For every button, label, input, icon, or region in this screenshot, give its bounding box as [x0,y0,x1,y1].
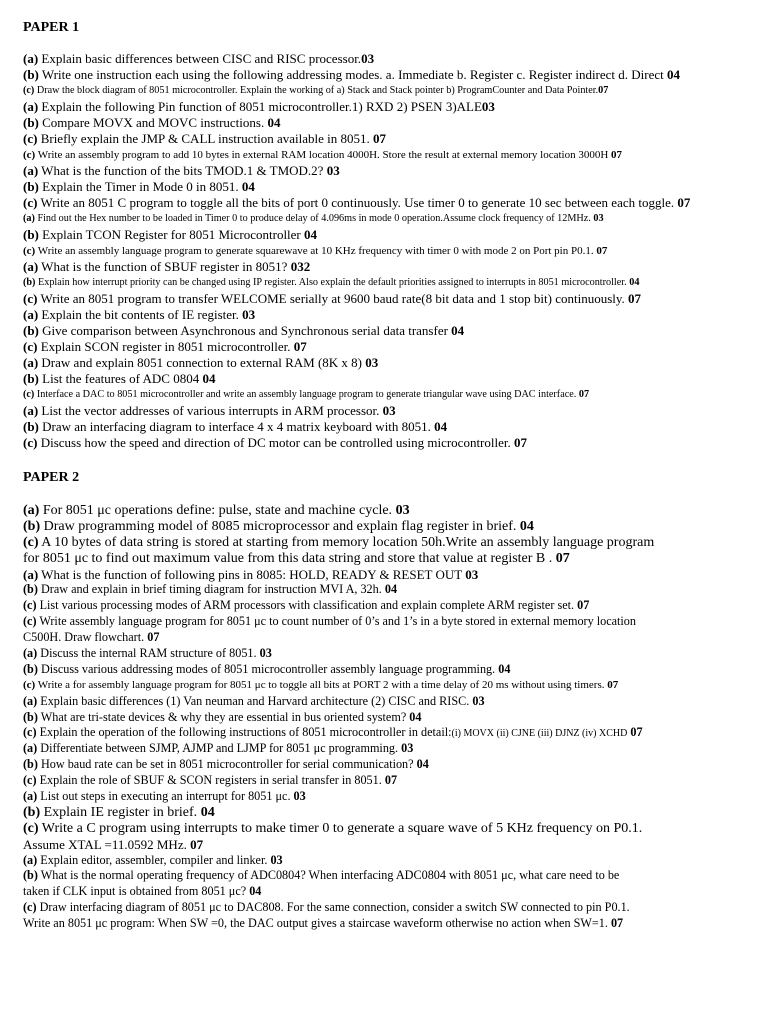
question-label: (a) [23,99,39,114]
question-line [23,646,747,662]
question-line [23,163,747,179]
question-marks: 07 [578,389,590,400]
question-label: (c) [23,131,38,146]
question-text: Write an assembly language program to generate squarewave at 10 KHz frequency with timer 0 with mode 2 on Port pin P0.1. [35,245,597,257]
question-text: Explain the Timer in Mode 0 in 8051. [38,179,242,194]
question-line [23,403,747,419]
question-line [23,805,747,821]
question-marks: 03 [259,646,272,661]
question-marks: 03 [365,355,379,370]
question-marks: 07 [514,435,527,450]
question-line [23,99,747,115]
question-line [23,275,747,291]
question-text: Draw the block diagram of 8051 microcontroller. Explain the working of a) Stack and Stack pointer b) ProgramCounter and Data Pointer. [34,85,599,96]
question-text: Discuss how the speed and direction of DC motor can be controlled using microcontroller. [37,435,514,450]
question-text: Write an 8051 C program to toggle all the bits of port 0 continuously. Use timer 0 to generate 10 sec between each toggle. [37,195,678,210]
question-label: (c) [23,900,37,915]
question-label: (a) [23,789,38,804]
question-marks: 03 [593,213,604,224]
question-line [23,503,747,519]
question-text: Explain the role of SBUF & SCON registers in serial transfer in 8051. [36,773,385,788]
question-label: (b) [23,661,38,676]
question-text: taken if CLK input is obtained from 8051 μc? [23,884,250,899]
question-line [23,307,747,323]
question-label: (c) [23,291,38,306]
question-marks: 04 [667,67,681,82]
question-marks: 03 [401,741,414,756]
question-text: Explain the bit contents of IE register. [38,307,243,322]
question-label: (c) [23,85,35,96]
question-line [23,67,747,83]
question-text: Explain the following Pin function of 8051 microcontroller.1) RXD 2) PSEN 3)ALE [38,99,482,114]
question-label: (b) [23,67,39,82]
question-label: (c) [23,245,36,257]
question-label: (b) [23,582,38,597]
question-label: (a) [23,213,35,224]
question-text: C500H. Draw flowchart. [23,630,148,645]
question-line [23,598,747,614]
question-text: Assume XTAL =11.0592 MHz. [23,836,191,852]
question-text: Write one instruction each using the following addressing modes. a. Immediate b. Register c. Register indirect d. Direct [38,67,668,82]
question-text: Compare MOVX and MOVC instructions. [38,115,268,130]
question-text: Explain editor, assembler, compiler and linker. [37,852,271,867]
question-label: (c) [23,820,39,836]
question-marks: 04 [434,419,448,434]
question-text: Interface a DAC to 8051 microcontroller and write an assembly language program to generate triangular wave using DAC interface. [34,389,579,400]
question-label: (a) [23,51,39,66]
question-line [23,195,747,211]
question-label: (a) [23,566,39,582]
question-line [23,821,747,837]
question-line [23,519,747,535]
question-label: (b) [23,518,41,534]
question-text: Give comparison between Asynchronous and Synchronous serial data transfer [38,323,452,338]
question-label: (a) [23,403,39,418]
question-text: Draw and explain 8051 connection to external RAM (8K x 8) [38,355,366,370]
question-label: (a) [23,163,39,178]
question-line [23,323,747,339]
question-marks: 04 [304,227,318,242]
question-text: Discuss various addressing modes of 8051 microcontroller assembly language programming. [37,661,499,676]
question-text: Write an assembly program to add 10 bytes in external RAM location 4000H. Store the result at external memory location 3000H [35,149,612,161]
question-line [23,694,747,710]
question-label: (c) [23,339,38,354]
question-marks: 03 [481,99,495,114]
question-marks: 07 [611,149,623,161]
question-text: Briefly explain the JMP & CALL instruction available in 8051. [37,131,373,146]
question-label: (c) [23,598,37,613]
question-line [23,630,747,646]
question-marks: 07 [190,836,204,852]
question-label: (c) [23,195,38,210]
question-marks: 04 [200,804,215,820]
question-text: What is the function of the bits TMOD.1 & TMOD.2? [38,163,327,178]
question-label: (b) [23,868,38,883]
question-marks: 07 [147,630,160,645]
question-marks: 03 [465,566,479,582]
question-line [23,179,747,195]
question-line [23,227,747,243]
paper-2-questions [23,503,747,932]
question-text: Draw interfacing diagram of 8051 μc to DAC808. For the same connection, consider a switch SW connected to pin P0.1. [36,900,630,915]
question-marks: 03 [270,852,283,867]
question-text: Write a for assembly language program for 8051 μc to toggle all bits at PORT 2 with a time delay of 20 ms without using timers. [35,678,608,691]
question-line [23,435,747,451]
question-marks: 04 [202,371,216,386]
question-marks: 04 [384,582,398,597]
question-line [23,837,747,853]
question-label: (b) [23,757,38,772]
question-label: (c) [23,678,36,691]
question-subitems: (i) MOVX (ii) CJNE (iii) DJNZ (iv) XCHD [451,728,628,740]
question-marks: 032 [290,259,311,274]
question-label: (b) [23,179,39,194]
question-label: (c) [23,435,38,450]
question-marks: 07 [610,916,624,931]
question-marks: 03 [242,307,256,322]
question-text: Differentiate between SJMP, AJMP and LJMP for 8051 μc programming. [37,741,402,756]
question-text: List the vector addresses of various interrupts in ARM processor. [38,403,383,418]
question-marks: 07 [607,678,619,691]
question-text: List the features of ADC 0804 [38,371,203,386]
question-label: (c) [23,773,37,788]
paper-1-questions [23,51,747,451]
question-marks: 07 [555,550,570,566]
question-line [23,582,747,598]
question-line [23,551,747,567]
question-line [23,243,747,259]
question-line [23,868,747,884]
question-text: Draw an interfacing diagram to interface 4 x 4 matrix keyboard with 8051. [38,419,435,434]
question-line [23,291,747,307]
question-text: Write an 8051 μc program: When SW =0, the DAC output gives a staircase waveform otherwise no action when SW=1. [23,916,611,931]
question-marks: 07 [372,131,386,146]
question-text: What is the function of following pins in 8085: HOLD, READY & RESET OUT [38,566,466,582]
question-text: Write assembly language program for 8051 μc to count number of 0’s and 1’s in a byte stored in external memory location [36,614,636,629]
question-text: Discuss the internal RAM structure of 8051. [37,646,260,661]
question-line [23,773,747,789]
question-label: (a) [23,307,39,322]
question-text: What is the normal operating frequency of ADC0804? When interfacing ADC0804 with 8051 μc, what care need to be [37,868,620,883]
question-text: Explain how interrupt priority can be changed using IP register. Also explain the default priorities assigned to interrupts in 8051 microcontroller. [35,277,630,288]
question-line [23,741,747,757]
question-marks: 04 [241,179,255,194]
question-marks: 04 [267,115,281,130]
question-marks: 07 [577,598,590,613]
question-marks: 03 [395,503,410,518]
question-label: (b) [23,804,41,820]
question-line [23,678,747,694]
question-text: List out steps in executing an interrupt for 8051 μc. [37,789,294,804]
question-text: Explain basic differences between CISC and RISC processor. [38,51,362,66]
question-label: (a) [23,646,38,661]
question-label: (a) [23,741,38,756]
question-line [23,51,747,67]
question-text: Write an 8051 program to transfer WELCOME serially at 9600 baud rate(8 bit data and 1 stop bit) continuously. [37,291,629,306]
question-text: Explain TCON Register for 8051 Microcontroller [38,227,305,242]
question-marks: 04 [629,277,640,288]
question-label: (b) [23,371,39,386]
question-line [23,757,747,773]
question-label: (a) [23,259,39,274]
question-marks: 03 [382,403,396,418]
question-line [23,884,747,900]
question-line [23,662,747,678]
question-marks: 04 [519,518,534,534]
question-marks: 07 [677,195,691,210]
question-marks: 07 [596,245,608,257]
question-marks: 04 [451,323,465,338]
question-line [23,614,747,630]
question-marks: 03 [293,789,306,804]
question-label: (b) [23,227,39,242]
question-label: (b) [23,709,38,724]
question-line [23,789,747,805]
question-text: Explain the operation of the following instructions of 8051 microcontroller in detail: [36,725,452,740]
question-label: (c) [23,534,39,550]
question-label: (c) [23,614,37,629]
question-label: (b) [23,419,39,434]
question-label: (b) [23,277,36,288]
question-text: What are tri-state devices & why they are essential in bus oriented system? [37,709,410,724]
paper-1-title: PAPER 1 [23,20,80,35]
question-line [23,419,747,435]
question-marks: 07 [384,773,398,788]
question-line [23,853,747,869]
question-text: What is the function of SBUF register in 8051? [38,259,291,274]
question-label: (b) [23,323,39,338]
question-line [23,355,747,371]
question-text: Draw and explain in brief timing diagram for instruction MVI A, 32h. [37,582,385,597]
question-text: A 10 bytes of data string is stored at starting from memory location 50h.Write an assembly language program [38,534,655,550]
question-label: (c) [23,389,35,400]
question-text: List various processing modes of ARM processors with classification and explain complete ARM register set. [36,598,578,613]
question-text: For 8051 μc operations define: pulse, state and machine cycle. [39,503,396,518]
question-line [23,83,747,99]
question-text: Explain SCON register in 8051 microcontroller. [37,339,294,354]
question-marks: 03 [472,693,485,708]
question-marks: 07 [630,725,643,740]
question-label: (a) [23,503,40,518]
question-text: Find out the Hex number to be loaded in Timer 0 to produce delay of 4.096ms in mode 0 operation.Assume clock frequency of 12MHz. [34,213,594,224]
question-label: (a) [23,693,38,708]
question-line [23,916,747,932]
question-text: for 8051 μc to find out maximum value from this data string and store that value at register B . [23,550,556,566]
question-marks: 04 [416,757,429,772]
question-label: (c) [23,149,36,161]
question-text: Explain IE register in brief. [40,804,201,820]
question-marks: 04 [249,884,262,899]
question-marks: 03 [361,51,375,66]
paper-2-title: PAPER 2 [23,470,80,485]
question-marks: 04 [409,709,422,724]
question-line [23,371,747,387]
question-label: (a) [23,355,39,370]
question-line [23,147,747,163]
question-line [23,339,747,355]
question-marks: 07 [628,291,642,306]
question-line [23,567,747,583]
question-marks: 03 [326,163,340,178]
question-line [23,710,747,726]
question-marks: 07 [293,339,307,354]
question-line [23,900,747,916]
question-marks: 04 [498,661,511,676]
question-line [23,115,747,131]
question-text: How baud rate can be set in 8051 microcontroller for serial communication? [37,757,417,772]
question-label: (a) [23,852,38,867]
question-line [23,535,747,551]
question-line [23,211,747,227]
question-text: Explain basic differences (1) Van neuman and Harvard architecture (2) CISC and RISC. [37,693,473,708]
question-line [23,259,747,275]
question-label: (b) [23,115,39,130]
question-marks: 07 [598,85,609,96]
question-line [23,725,747,741]
question-line [23,131,747,147]
question-line [23,387,747,403]
question-label: (c) [23,725,37,740]
question-text: Write a C program using interrupts to make timer 0 to generate a square wave of 5 KHz frequency on P0.1. [38,820,643,836]
question-text: Draw programming model of 8085 microprocessor and explain flag register in brief. [40,518,520,534]
